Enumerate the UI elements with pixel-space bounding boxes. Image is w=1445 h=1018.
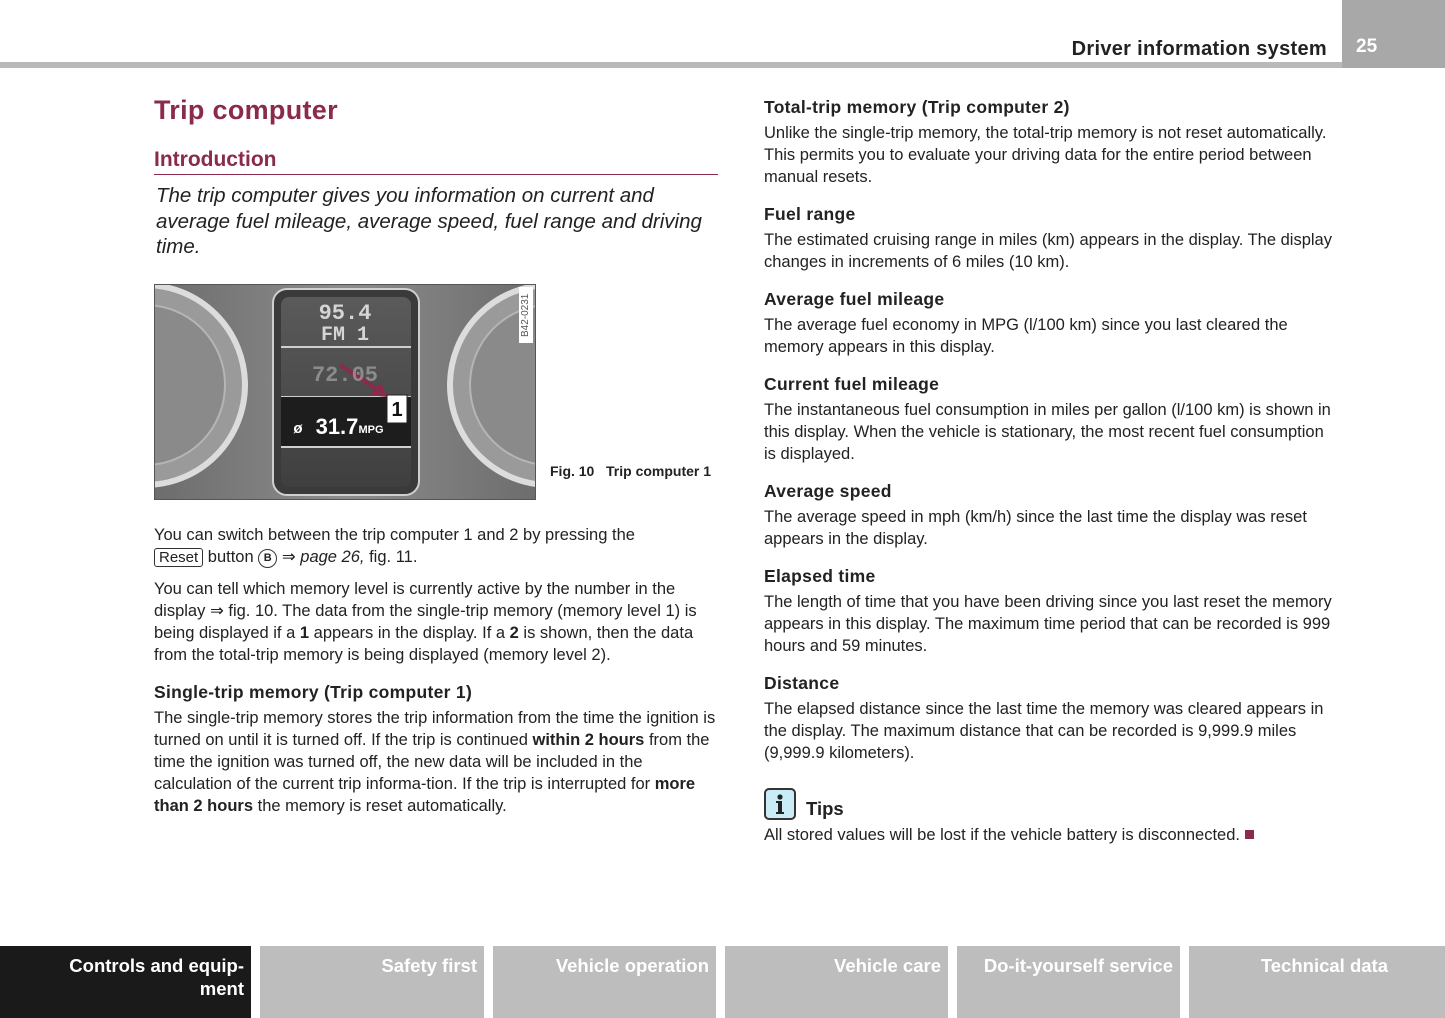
heading-average-fuel: Average fuel mileage	[764, 289, 945, 309]
nav-tab-safety[interactable]: Safety first	[260, 946, 484, 1018]
heading-fuel-range: Fuel range	[764, 204, 856, 224]
caption-number: Fig. 10	[550, 462, 595, 479]
paragraph-switch: You can switch between the trip computer 1 and 2 by pressing the Reset button B ⇒ page 26, fig. 11.	[154, 525, 635, 566]
paragraph-fuel-range: The estimated cruising range in miles (km) appears in the display. The display changes in increments of 6 miles (10 km).	[764, 231, 1332, 271]
chapter-nav	[0, 946, 1445, 1018]
figure-10	[154, 284, 718, 524]
figure-caption	[550, 463, 718, 480]
display-mpg-value: 31.7	[315, 413, 359, 439]
paragraph-memory-level: You can tell which memory level is currently active by the number in the display ⇒ fig. 10. The data from the single-trip memory (memory level 1) is being displayed if a 1 appears in the display. If a 2 is shown, then the data from the total-trip memory is being displayed (memory level 2).	[154, 579, 697, 664]
end-square-icon	[1245, 830, 1254, 839]
display-partial-value: 72.05	[311, 362, 379, 388]
nav-tab-technical-data[interactable]: Technical data	[1189, 946, 1445, 1018]
heading-single-trip: Single-trip memory (Trip computer 1)	[154, 681, 473, 702]
tips-text: All stored values will be lost if the vehicle battery is disconnected.	[764, 824, 1332, 846]
nav-tab-controls[interactable]: Controls and equip-ment	[0, 946, 251, 1018]
nav-tab-vehicle-operation[interactable]: Vehicle operation	[493, 946, 716, 1018]
paragraph-single-trip: The single-trip memory stores the trip information from the time the ignition is turned on until it is turned off. If the trip is continued within 2 hours from the time the ignition was turned off, the new data will be included in the calculation of the current trip informa-tion. If the trip is interrupted for more than 2 hours the memory is reset automatically.	[154, 708, 716, 815]
figure-code: B42-0231	[519, 287, 533, 343]
reset-key: Reset	[154, 548, 203, 567]
paragraph-average-speed: The average speed in mph (km/h) since the last time the display was reset appears in the display.	[764, 508, 1307, 548]
heading-average-speed: Average speed	[764, 481, 892, 501]
tips-label: Tips	[806, 798, 844, 819]
nav-tab-vehicle-care[interactable]: Vehicle care	[725, 946, 948, 1018]
caption-text: Trip computer 1	[606, 462, 712, 479]
left-column	[154, 95, 718, 827]
page-number-tab	[1342, 0, 1445, 68]
instrument-cluster-illustration	[155, 285, 535, 499]
paragraph-distance: The elapsed distance since the last time the memory was cleared appears in the display. The maximum distance that can be recorded is 9,999.9 miles (9,999.9 kilometers).	[764, 700, 1324, 762]
tips-heading	[764, 788, 1332, 820]
display-mpg-unit: MPG	[358, 423, 384, 436]
paragraph-current-fuel: The instantaneous fuel consumption in miles per gallon (l/100 km) is shown in this display. When the vehicle is stationary, the most recent fuel consumption is displayed.	[764, 401, 1331, 463]
paragraph-average-fuel: The average fuel economy in MPG (l/100 km) since you last cleared the memory appears in this display.	[764, 316, 1288, 356]
button-b-circle: B	[258, 549, 277, 568]
fuel-symbol: ø	[293, 419, 303, 437]
heading-elapsed-time: Elapsed time	[764, 566, 876, 586]
arrow-ref: ⇒	[281, 547, 296, 566]
figure-callout: 1	[391, 398, 403, 421]
header-rule	[0, 62, 1342, 68]
section-title: Trip computer	[154, 95, 338, 125]
paragraph-total-trip: Unlike the single-trip memory, the total-trip memory is not reset automatically. This permits you to evaluate your driving data for the entire period between manual resets.	[764, 124, 1327, 186]
heading-total-trip: Total-trip memory (Trip computer 2)	[764, 97, 1070, 117]
heading-distance: Distance	[764, 673, 840, 693]
paragraph-elapsed-time: The length of time that you have been driving since you last reset the memory appears in this display. The maximum time period that can be recorded is 999 hours and 59 minutes.	[764, 593, 1332, 655]
display-frequency: 95.4	[318, 300, 372, 326]
display-band: FM 1	[320, 323, 370, 347]
subsection-title: Introduction	[154, 148, 718, 175]
figure-illustration	[154, 284, 536, 500]
page-number: 25	[1356, 36, 1378, 57]
lead-paragraph: The trip computer gives you information on current and average fuel mileage, average speed, fuel range and driving time.	[156, 184, 702, 258]
running-header-title: Driver information system	[1071, 38, 1327, 60]
heading-current-fuel: Current fuel mileage	[764, 374, 940, 394]
page-ref: page 26,	[300, 547, 365, 566]
right-column	[764, 95, 1332, 856]
nav-tab-diy-service[interactable]: Do-it-yourself service	[957, 946, 1180, 1018]
info-icon	[764, 788, 796, 820]
